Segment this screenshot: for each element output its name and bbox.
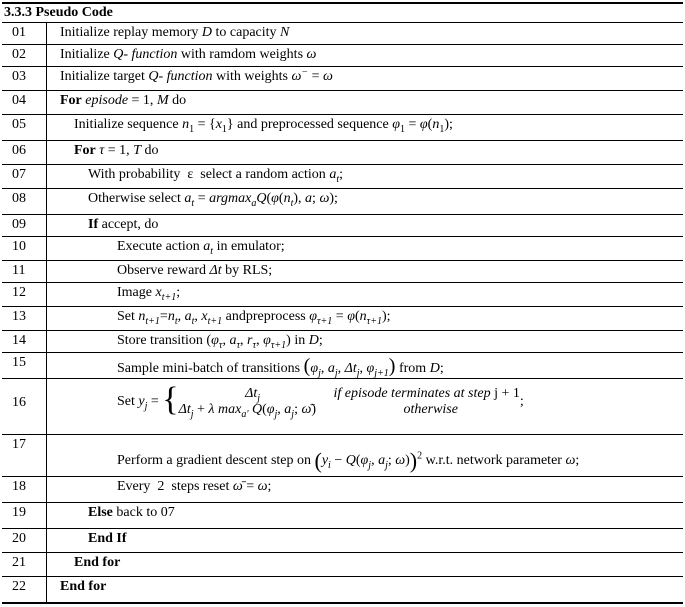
table-row: [2, 114, 683, 140]
line-number: 09: [12, 217, 26, 232]
line-number: 22: [12, 579, 26, 594]
line-number: 06: [12, 143, 26, 158]
table-row: [2, 22, 683, 44]
table-row: [2, 330, 683, 352]
line-text: Observe reward Δt by RLS;: [117, 263, 273, 278]
table-top-rule: [2, 2, 683, 4]
section-title: 3.3.3 Pseudo Code: [4, 5, 113, 20]
pseudo-code-table: [2, 2, 683, 604]
line-number: 18: [12, 479, 26, 494]
table-row: [2, 214, 683, 236]
line-number: 07: [12, 167, 26, 182]
line-text: Every 2 steps reset ω̄ = ω;: [117, 479, 272, 494]
table-row: [2, 352, 683, 378]
line-text: Else back to 07: [88, 505, 175, 520]
table-row: [2, 434, 683, 476]
line-text: End If: [88, 531, 127, 546]
line-number: 03: [12, 69, 26, 84]
line-number: 20: [12, 531, 26, 546]
line-text: Initialize target Q- function with weights ω− = ω: [60, 66, 333, 84]
line-number: 19: [12, 505, 26, 520]
table-row: [2, 282, 683, 306]
line-text: Initialize replay memory D to capacity N: [60, 25, 290, 40]
line-number: 12: [12, 285, 26, 300]
line-number: 02: [12, 47, 26, 62]
line-text: For episode = 1, M do: [60, 93, 187, 108]
line-text: For τ = 1, T do: [74, 143, 159, 158]
line-text: Perform a gradient descent step on ($y_i - Q(\varphi_j$, $a_j$; ω))$^2$ w.r.t. network parameter ω;: [117, 448, 580, 473]
line-number: 11: [12, 263, 26, 278]
table-row: [2, 502, 683, 528]
line-text: Set $y_j$ = { $\Delta t_j$ if episode terminates at step j + 1 $\Delta t_j + \lambda$ $\max_{a'} Q(\varphi_j$, $a_j$; ω̄) otherwise ;: [117, 381, 524, 420]
table-row: [2, 236, 683, 260]
table-row: [2, 378, 683, 434]
line-number: 16: [12, 395, 26, 410]
line-number: 04: [12, 93, 26, 108]
line-number: 14: [12, 333, 26, 348]
table-bottom-rule: [2, 602, 683, 604]
table-row: [2, 552, 683, 576]
line-number: 01: [12, 25, 26, 40]
line-text: Set $n_{t+1}=n_t$, $a_t$, $x_{t+1}$ andpreprocess $\varphi_{\tau+1} = \varphi(n_{\tau+1})$;: [117, 309, 391, 327]
line-text: Store transition ($\varphi_\tau$, $a_\tau$, $r_\tau$, $\varphi_{\tau+1}$) in D;: [117, 333, 323, 351]
line-text: With probability ε select a random action $a_t$;: [88, 167, 343, 185]
table-row: [2, 576, 683, 604]
line-text: Initialize sequence $n_1 = \{x_1\}$ and preprocessed sequence $\varphi_1 = \varphi(n_1)$;: [74, 117, 453, 135]
table-row: [2, 528, 683, 552]
table-row: [2, 66, 683, 90]
line-number: 17: [12, 437, 26, 452]
line-text: Execute action $a_t$ in emulator;: [117, 239, 285, 257]
line-text: Otherwise select $a_t = argmax_aQ(\varphi(n_t)$, a; ω);: [88, 191, 338, 209]
line-number: 08: [12, 191, 26, 206]
line-text: If accept, do: [88, 217, 159, 232]
line-text: End for: [74, 555, 121, 570]
line-number: 10: [12, 239, 26, 254]
table-row: [2, 140, 683, 164]
line-number: 21: [12, 555, 26, 570]
table-row: [2, 260, 683, 282]
line-text: End for: [60, 579, 107, 594]
table-row: [2, 476, 683, 502]
line-text: Sample mini-batch of transitions ($\varphi_j$, $a_j$, $\Delta t_j$, $\varphi_{j+1}$) from D;: [117, 355, 444, 379]
table-row: [2, 188, 683, 214]
table-row: [2, 164, 683, 188]
table-row: [2, 90, 683, 114]
line-number: 15: [12, 355, 26, 370]
line-number: 13: [12, 309, 26, 324]
line-number: 05: [12, 117, 26, 132]
table-row: [2, 306, 683, 330]
line-text: Image $x_{t+1}$;: [117, 285, 181, 303]
line-text: Initialize Q- function with ramdom weights ω: [60, 47, 317, 62]
table-row: [2, 44, 683, 66]
